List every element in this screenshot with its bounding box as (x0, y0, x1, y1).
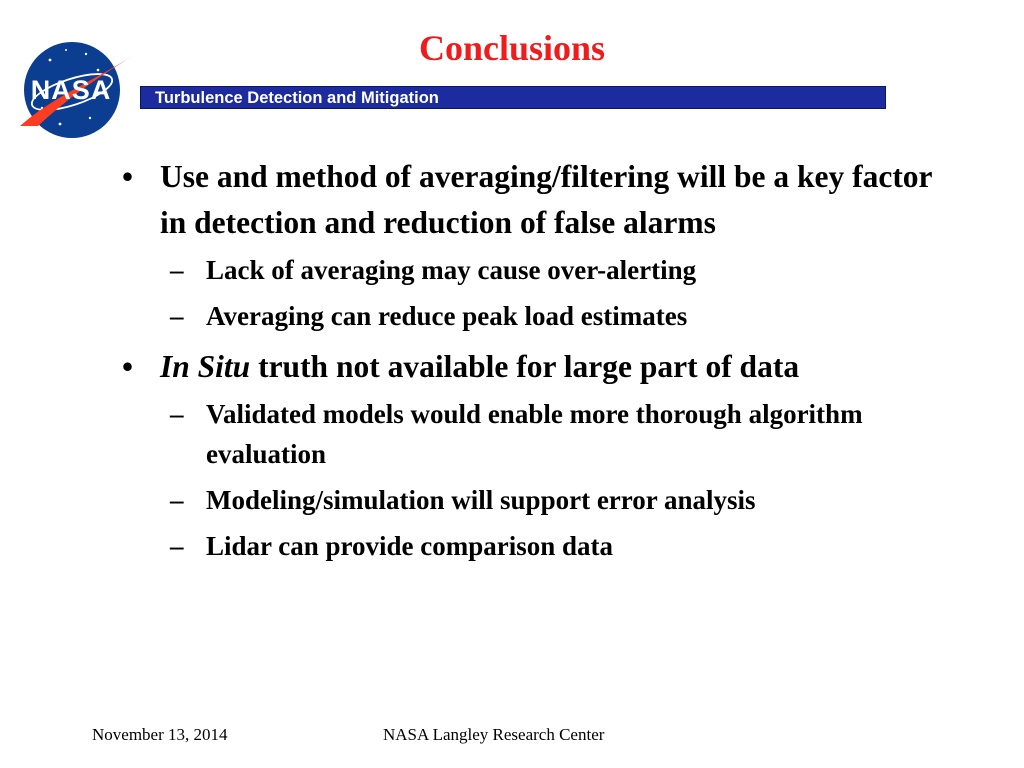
bullet-text: truth not available for large part of data (250, 349, 800, 384)
bullet-lead-italic: In Situ (160, 349, 251, 384)
banner-text: Turbulence Detection and Mitigation (155, 89, 439, 107)
sub-bullet-item (118, 480, 948, 520)
footer-date: November 13, 2014 (92, 725, 228, 744)
bullet-item (118, 154, 948, 246)
sub-bullet-text: Averaging can reduce peak load estimates (206, 301, 688, 331)
dash-icon: – (170, 485, 184, 515)
dash-icon: – (170, 255, 184, 285)
sub-bullet-item (118, 394, 948, 474)
dash-icon: – (170, 531, 184, 561)
bullet-text: Use and method of averaging/filtering will be a key factor in detection and reduction of false alarms (160, 159, 932, 240)
bullet-icon: • (122, 349, 134, 384)
sub-bullet-text: Lack of averaging may cause over-alerting (206, 255, 697, 285)
bullet-item (118, 344, 948, 390)
bullet-icon: • (122, 159, 134, 194)
sub-bullet-item (118, 526, 948, 566)
sub-bullet-text: Validated models would enable more thorough algorithm evaluation (206, 399, 863, 469)
sub-bullet-item (118, 296, 948, 336)
sub-bullet-item (118, 250, 948, 290)
footer-organization: NASA Langley Research Center (383, 725, 605, 744)
sub-bullet-text: Lidar can provide comparison data (206, 531, 614, 561)
dash-icon: – (170, 399, 184, 429)
dash-icon: – (170, 301, 184, 331)
banner (140, 86, 886, 109)
logo-text: NASA (30, 75, 112, 105)
slide-title: Conclusions (418, 28, 606, 68)
slide-content (118, 154, 948, 566)
sub-bullet-text: Modeling/simulation will support error analysis (206, 485, 756, 515)
